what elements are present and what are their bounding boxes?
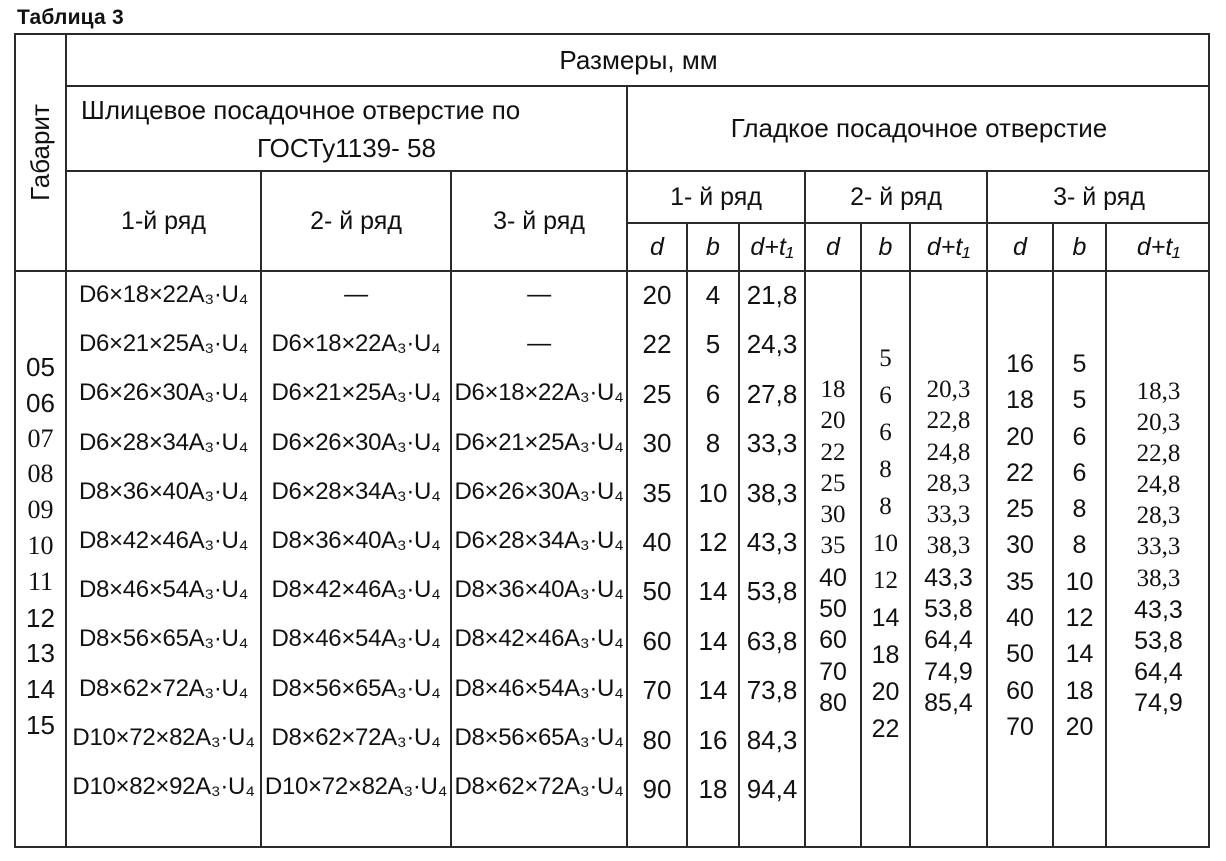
spline-group-line2: ГОСТу1139- 58: [257, 132, 436, 163]
dt-value: 53,8: [924, 595, 973, 624]
b-value: 14: [698, 625, 728, 656]
b-value: 8: [1072, 495, 1087, 524]
d-value: 16: [1006, 350, 1034, 378]
dt-value: 28,3: [926, 469, 971, 497]
d-value: 30: [642, 428, 672, 459]
d-label: d: [1013, 232, 1027, 261]
d-label: d: [650, 232, 664, 261]
b-value: 18: [698, 773, 728, 804]
smooth-row3-d-column: [986, 270, 1052, 848]
dt-value: 18,3: [1136, 378, 1181, 405]
b-value: 12: [698, 526, 728, 557]
smooth-row2-header: [804, 170, 986, 222]
razmery-header-cell: [65, 33, 1210, 85]
spline-designation: D8×36×40A₃·U₄: [454, 576, 624, 604]
dt-value: 43,3: [1134, 595, 1183, 624]
spline-designation: D8×62×72A₃·U₄: [78, 674, 249, 702]
dt-value: 64,4: [924, 626, 973, 655]
dt-value: 38,3: [926, 532, 971, 560]
spline-designation: D6×28×34A₃·U₄: [78, 428, 249, 456]
spline-designation: D8×62×72A₃·U₄: [454, 772, 624, 800]
col-header-b-row3: [1052, 222, 1105, 270]
d-value: 25: [1006, 495, 1034, 524]
b-label: b: [706, 232, 720, 261]
b-value: 6: [879, 419, 892, 446]
d-value: 20: [642, 280, 672, 310]
spline-designation: D10×72×82A₃·U₄: [264, 772, 448, 800]
spline-designation: D8×42×46A₃·U₄: [78, 526, 249, 554]
d-value: 35: [1006, 567, 1034, 596]
spline-designation: D8×56×65A₃·U₄: [454, 723, 624, 751]
gabarit-value: 07: [27, 423, 54, 453]
b-value: 22: [871, 715, 900, 743]
dt-value: 21,8: [746, 280, 798, 310]
d-label: d: [826, 232, 840, 261]
spline-designation: D8×46×54A₃·U₄: [271, 625, 441, 653]
gabarit-value: 10: [27, 530, 54, 560]
d-value: 50: [642, 576, 672, 607]
b-value: 20: [1065, 712, 1094, 741]
smooth-row2-b-column: [860, 270, 909, 848]
smooth-row1-dt-column: [738, 270, 804, 848]
b-value: 4: [705, 280, 721, 310]
smooth-row1-d-column: [626, 270, 686, 848]
spline-designation: —: [527, 281, 551, 308]
smooth-row1-b-column: [686, 270, 738, 848]
b-value: 8: [705, 428, 721, 459]
dt-value: 74,9: [1134, 688, 1183, 717]
dt-value: 22,8: [1136, 440, 1181, 468]
b-value: 14: [698, 576, 728, 607]
d-value: 40: [819, 563, 847, 592]
b-value: 5: [1072, 350, 1087, 378]
b-value: 12: [1065, 604, 1094, 633]
dt-value: 43,3: [746, 526, 798, 557]
dt-value: 38,3: [1136, 564, 1181, 592]
smooth-row3-label: 3- й ряд: [1053, 182, 1145, 211]
smooth-row3-b-column: [1052, 270, 1105, 848]
d-value: 80: [642, 724, 672, 755]
dt-value: 24,8: [926, 438, 971, 466]
spline-row3-header: [450, 170, 626, 270]
d-value: 18: [820, 376, 846, 403]
dt-value: 53,8: [1134, 626, 1183, 655]
spline-designation: D8×42×46A₃·U₄: [454, 625, 624, 653]
spline-row1-header: [65, 170, 260, 270]
dt-value: 84,3: [746, 724, 798, 755]
smooth-row3-header: [986, 170, 1210, 222]
d-value: 22: [820, 438, 846, 466]
smooth-row2-dt-column: [909, 270, 986, 848]
col-header-d-row2: [804, 222, 860, 270]
spline-designation: D8×42×46A₃·U₄: [271, 576, 441, 604]
b-value: 14: [871, 604, 900, 632]
spline-group-line1: Шлицевое посадочное отверстие по: [81, 94, 521, 125]
d-value: 30: [1006, 531, 1034, 560]
gabarit-value: 12: [26, 602, 55, 633]
d-value: 25: [642, 378, 672, 409]
dt-value: 74,9: [924, 657, 973, 686]
dt-value: 33,3: [926, 501, 971, 529]
d-value: 60: [819, 626, 847, 655]
d-value: 70: [642, 675, 672, 706]
b-value: 18: [1065, 676, 1094, 705]
dt-value: 85,4: [924, 688, 973, 717]
d-value: 18: [1006, 386, 1034, 415]
spline-designation: D6×21×25A₃·U₄: [78, 330, 249, 358]
spline-row3-label: 3- й ряд: [493, 206, 585, 235]
spline-designation: D8×56×65A₃·U₄: [271, 674, 441, 702]
gabarit-value: 08: [27, 459, 54, 489]
dt-value: 43,3: [924, 563, 973, 592]
dt-label: d+t₁: [750, 232, 794, 261]
d-value: 50: [819, 595, 847, 624]
d-value: 90: [642, 773, 672, 804]
spline-designation: D8×46×54A₃·U₄: [454, 674, 624, 702]
b-value: 6: [705, 378, 721, 409]
b-value: 6: [1072, 422, 1087, 451]
dt-label: d+t₁: [1136, 232, 1181, 261]
spline-designation: D8×56×65A₃·U₄: [78, 625, 249, 653]
gabarit-values-column: [14, 270, 65, 848]
col-header-d-row3: [986, 222, 1052, 270]
b-value: 10: [1065, 567, 1094, 596]
b-value: 5: [879, 345, 892, 372]
spline-designation: D6×18×22A₃·U₄: [78, 281, 249, 308]
dt-value: 24,3: [746, 329, 798, 360]
spline-designation: D6×28×34A₃·U₄: [454, 526, 624, 554]
spline-designation: D6×26×30A₃·U₄: [271, 428, 441, 456]
spline-designation: D6×18×22A₃·U₄: [271, 330, 441, 358]
spline-row2-column: [260, 270, 450, 848]
gabarit-value: 06: [26, 387, 55, 418]
dt-value: 73,8: [746, 675, 798, 706]
gabarit-header-label: Габарит: [25, 104, 56, 201]
d-value: 25: [820, 469, 846, 497]
b-value: 8: [879, 493, 892, 520]
d-value: 70: [1006, 712, 1034, 741]
b-value: 20: [871, 678, 900, 706]
spline-designation: D8×36×40A₃·U₄: [78, 477, 249, 505]
gabarit-value: 09: [27, 495, 54, 525]
b-value: 10: [873, 530, 898, 557]
gabarit-value: 05: [26, 352, 55, 382]
smooth-row2-label: 2- й ряд: [850, 182, 942, 211]
spline-group-header-cell: [65, 85, 626, 170]
dt-value: 53,8: [746, 576, 798, 607]
gabarit-value: 14: [26, 674, 55, 705]
d-value: 35: [642, 477, 672, 508]
spline-designation: —: [344, 281, 368, 308]
d-value: 60: [1006, 676, 1034, 705]
d-value: 20: [820, 407, 846, 435]
dt-value: 63,8: [746, 625, 798, 656]
spline-designation: —: [527, 330, 551, 358]
smooth-row3-dt-column: [1105, 270, 1210, 848]
col-header-dt-row3: [1105, 222, 1210, 270]
col-header-d-row1: [626, 222, 686, 270]
spline-row3-column: [450, 270, 626, 848]
razmery-header-label: Размеры, мм: [559, 44, 718, 75]
b-value: 14: [698, 675, 728, 706]
d-value: 22: [1006, 458, 1034, 487]
spline-row1-label: 1-й ряд: [121, 206, 206, 235]
d-value: 35: [820, 532, 846, 560]
dt-value: 20,3: [1136, 409, 1181, 437]
b-label: b: [878, 232, 893, 261]
b-value: 14: [1065, 640, 1094, 669]
d-value: 70: [819, 657, 847, 686]
dt-value: 20,3: [926, 376, 971, 403]
dt-value: 33,3: [746, 428, 798, 459]
dt-value: 22,8: [926, 407, 971, 435]
spline-designation: D6×28×34A₃·U₄: [271, 477, 441, 505]
spline-designation: D6×21×25A₃·U₄: [271, 379, 441, 407]
d-value: 30: [820, 501, 846, 529]
dt-value: 24,8: [1136, 471, 1181, 499]
dt-value: 94,4: [746, 773, 798, 804]
d-value: 50: [1006, 640, 1034, 669]
b-value: 5: [705, 329, 721, 360]
smooth-group-label: Гладкое посадочное отверстие: [730, 113, 1108, 143]
spline-row2-header: [260, 170, 450, 270]
spline-row2-label: 2- й ряд: [310, 206, 402, 235]
b-value: 12: [873, 567, 898, 594]
b-value: 5: [1072, 386, 1087, 415]
d-value: 22: [642, 329, 672, 360]
b-value: 10: [698, 477, 728, 508]
spline-designation: D10×82×92A₃·U₄: [72, 772, 255, 800]
b-label: b: [1072, 232, 1087, 261]
spline-row1-column: [65, 270, 260, 848]
dt-value: 64,4: [1134, 657, 1183, 686]
spline-designation: D6×21×25A₃·U₄: [454, 428, 624, 456]
b-value: 6: [1072, 458, 1087, 487]
page-title: Таблица 3: [17, 6, 124, 29]
gabarit-value: 11: [27, 566, 54, 596]
smooth-group-header-cell: [626, 85, 1210, 170]
d-value: 40: [1006, 604, 1034, 633]
d-value: 80: [819, 688, 847, 717]
gabarit-value: 15: [26, 709, 55, 740]
spline-designation: D10×72×82A₃·U₄: [72, 723, 255, 751]
spline-designation: D6×26×30A₃·U₄: [78, 379, 249, 407]
gabarit-header-cell: [14, 33, 65, 270]
d-value: 40: [642, 526, 672, 557]
b-value: 6: [879, 382, 892, 409]
dt-value: 27,8: [746, 378, 798, 409]
col-header-b-row1: [686, 222, 738, 270]
col-header-dt-row1: [738, 222, 804, 270]
spline-designation: D8×46×54A₃·U₄: [78, 576, 249, 604]
spline-designation: D8×36×40A₃·U₄: [271, 526, 441, 554]
table: [14, 33, 1210, 848]
dt-value: 28,3: [1136, 502, 1181, 530]
dt-value: 33,3: [1136, 533, 1181, 561]
col-header-dt-row2: [909, 222, 986, 270]
b-value: 8: [1072, 531, 1087, 560]
col-header-b-row2: [860, 222, 909, 270]
smooth-row1-label: 1- й ряд: [670, 182, 762, 211]
d-value: 60: [642, 625, 672, 656]
spline-designation: D6×18×22A₃·U₄: [454, 379, 624, 407]
b-value: 18: [871, 641, 900, 669]
smooth-row1-header: [626, 170, 804, 222]
b-value: 16: [698, 724, 728, 755]
d-value: 20: [1006, 422, 1034, 451]
spline-designation: D6×26×30A₃·U₄: [454, 477, 624, 505]
gabarit-value: 13: [26, 638, 55, 669]
dt-value: 38,3: [746, 477, 798, 508]
smooth-row2-d-column: [804, 270, 860, 848]
dt-label: d+t₁: [926, 232, 971, 261]
spline-designation: D8×62×72A₃·U₄: [271, 723, 441, 751]
b-value: 8: [879, 456, 892, 483]
